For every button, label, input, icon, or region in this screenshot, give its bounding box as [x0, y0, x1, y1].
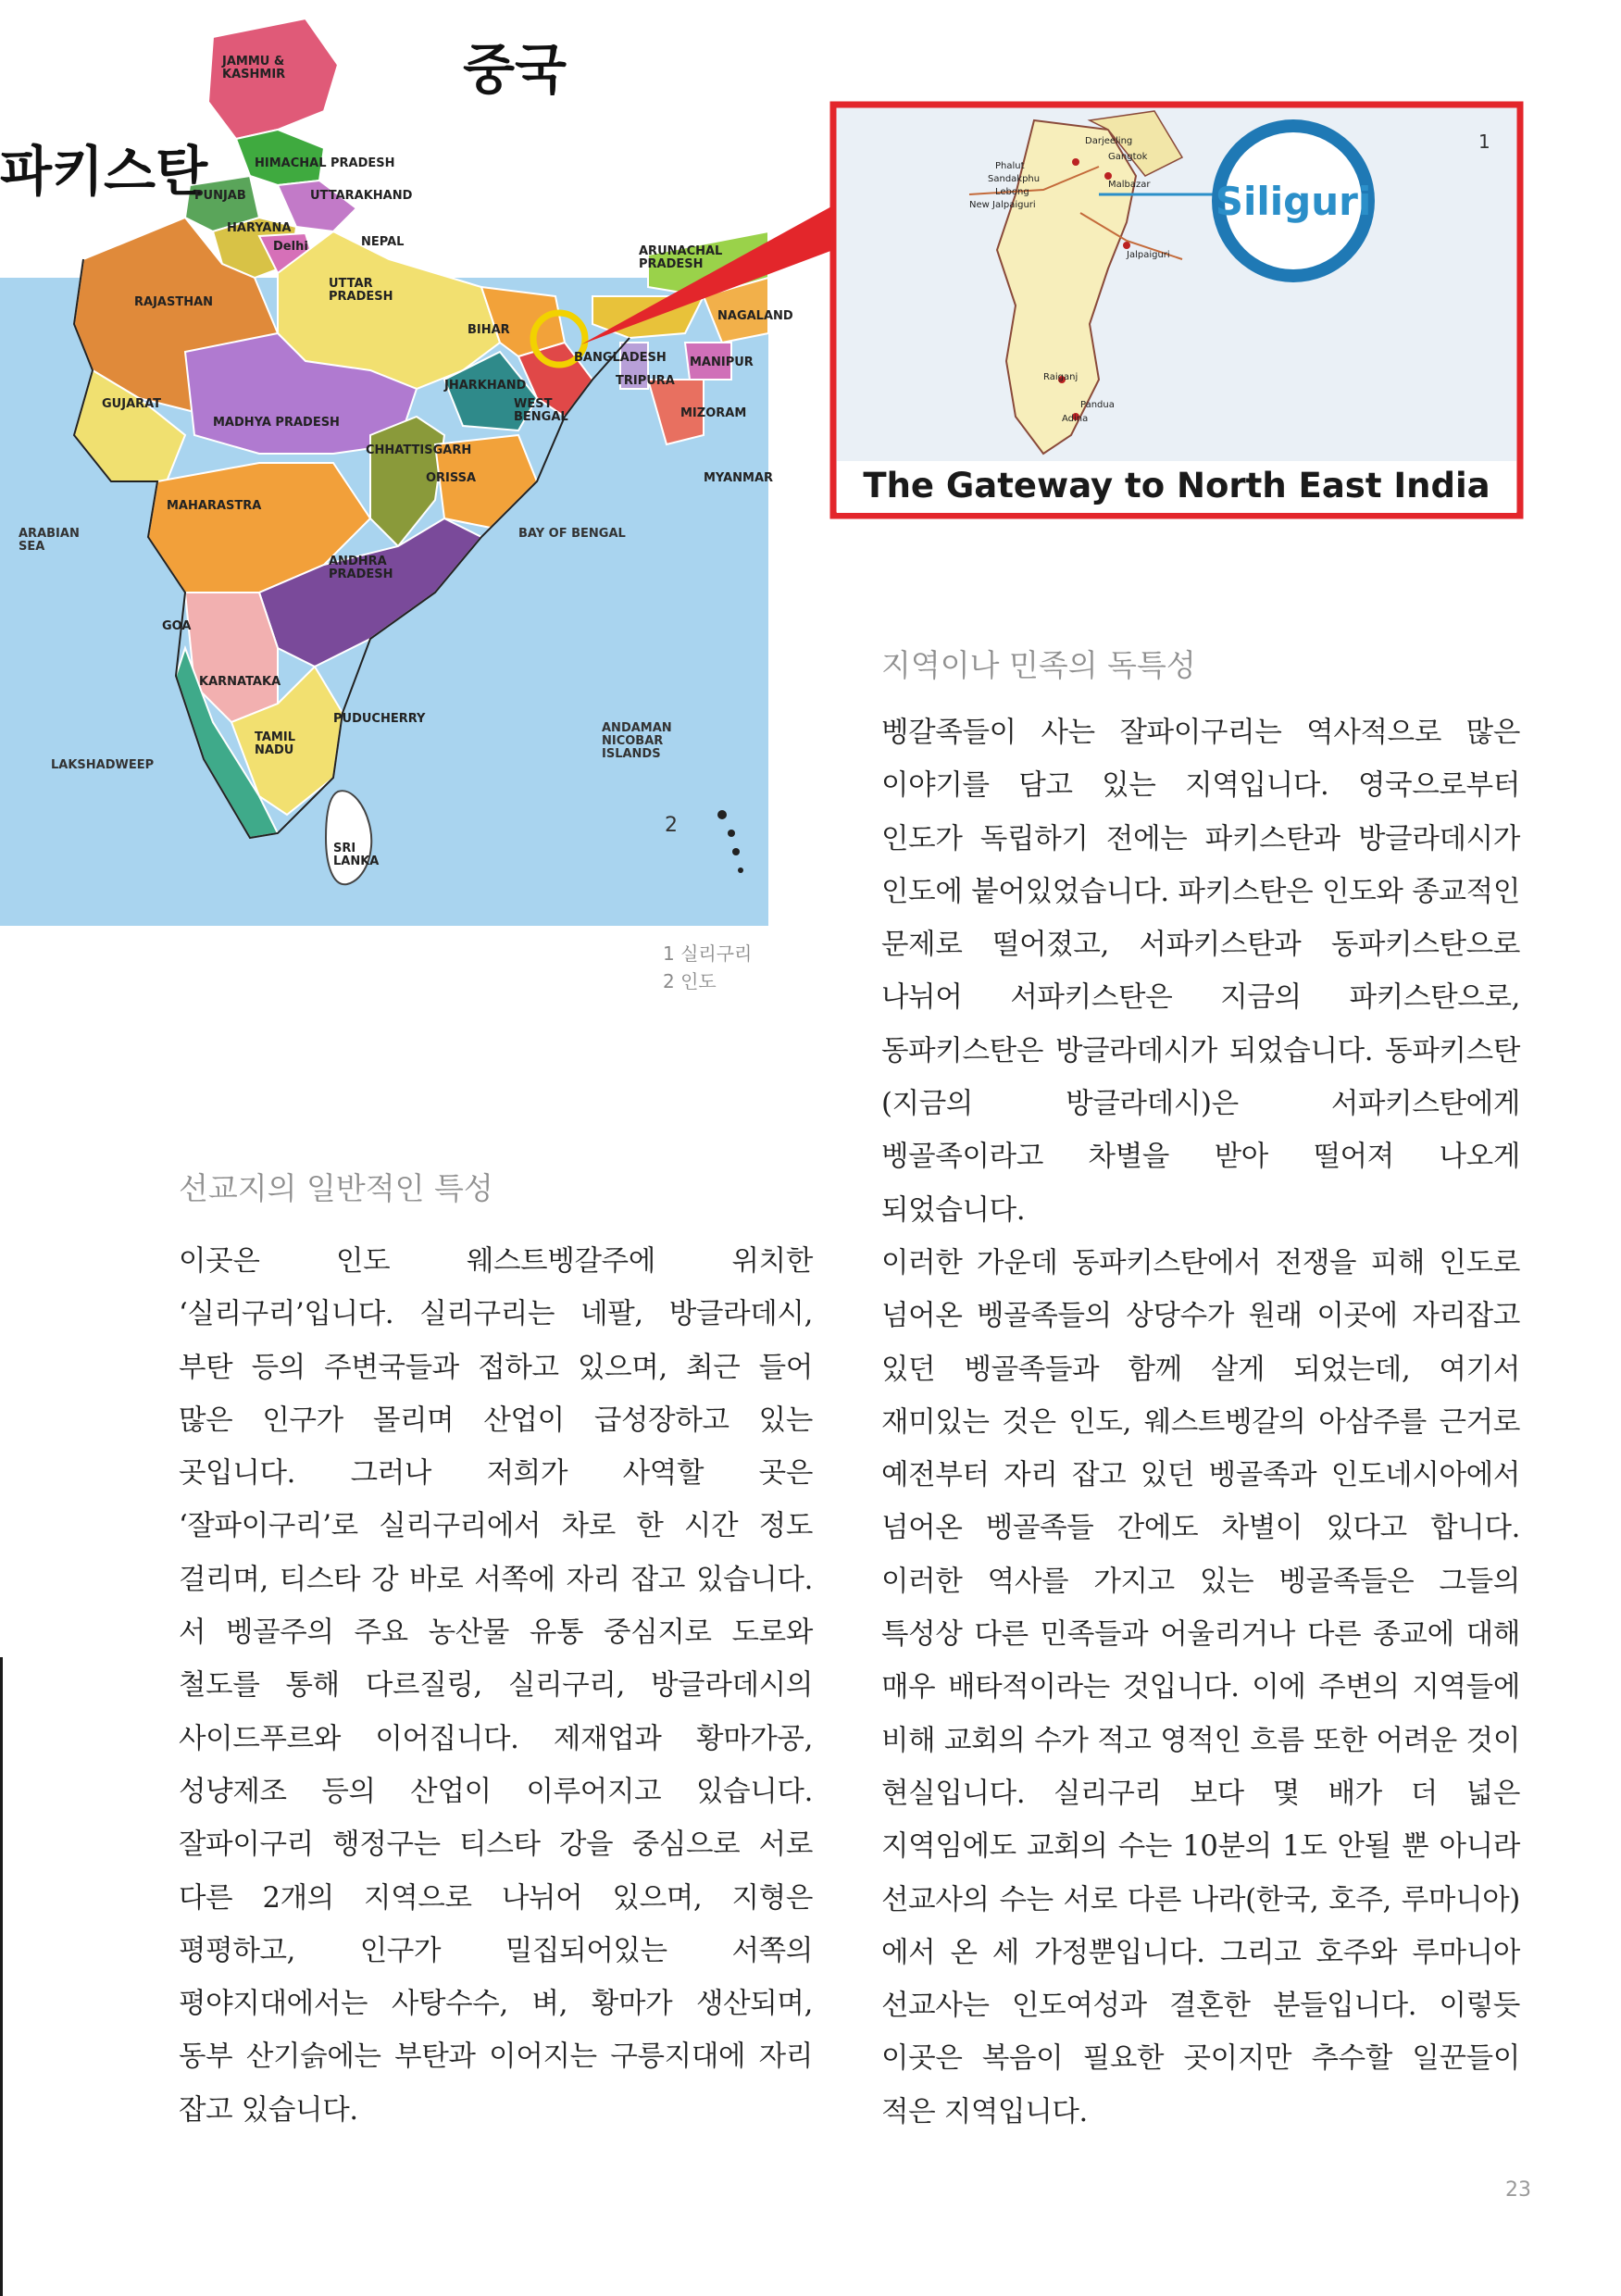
map-marker-number: 2: [665, 814, 678, 837]
left-paragraph-1: 이곳은 인도 웨스트벵갈주에 위치한 ‘실리구리’입니다. 실리구리는 네팔, 방글라데시, 부탄 등의 주변국들과 접하고 있으며, 최근 들어 많은 인구가 몰리며 산업이 급성장하고 있는 곳입니다. 그러나 저희가 사역할 곳은 ‘잘파이구리’로 실리구리에서 차로 한 시간 정도 걸리며, 티스타 강 바로 서쪽에 자리 잡고 있습니다. 서 벵골주의 주요 농산물 유통 중심지로 도로와 철도를 통해 다르질링, 실리구리, 방글라데시의 사이드푸르와 이어집니다. 제재업과 황마가공, 성냥제조 등의 산업이 이루어지고 있습니다. 잘파이구리 행정구는 티스타 강을 중심으로 서로 다른 2개의 지역으로 나뉘어 있으며, 지형은 평평하고, 인구가 밀집되어있는 서쪽의 평야지대에서는 사탕수수, 벼, 황마가 생산되며, 동부 산기슭에는 부탄과 이어지는 구릉지대에 자리 잡고 있습니다.: [179, 1245, 813, 2127]
inset-town-label: Gangtok: [1108, 152, 1148, 162]
caption-1: 1 실리구리: [663, 942, 753, 965]
map-label: BANGLADESH: [574, 351, 667, 365]
map-label: SRI LANKA: [333, 842, 380, 868]
map-label: UTTARAKHAND: [310, 189, 413, 203]
map-label: HARYANA: [227, 221, 292, 235]
map-label: WEST BENGAL: [514, 397, 568, 424]
map-label: MAHARASTRA: [167, 499, 262, 513]
inset-town-label: Pandua: [1080, 400, 1115, 410]
map-label: TAMIL NADU: [255, 730, 295, 757]
left-section-body: [179, 1235, 813, 2137]
siliguri-callout-label: Siliguri: [1215, 179, 1372, 224]
map-label: LAKSHADWEEP: [51, 758, 155, 772]
map-label: BIHAR: [468, 323, 510, 337]
map-label: MADHYA PRADESH: [213, 416, 340, 430]
page-number: 23: [1505, 2178, 1531, 2202]
figure-captions: [663, 940, 752, 995]
map-label: UTTAR PRADESH: [329, 277, 393, 304]
map-label: ARUNACHAL PRADESH: [639, 244, 723, 271]
map-label: RAJASTHAN: [134, 295, 214, 309]
map-label: ARABIAN SEA: [19, 527, 80, 554]
map-label: KARNATAKA: [199, 675, 281, 689]
inset-town-label: Malbazar: [1108, 180, 1151, 190]
right-paragraph-2: 이러한 가운데 동파키스탄에서 전쟁을 피해 인도로 넘어온 벵골족들의 상당수가 원래 이곳에 자리잡고 있던 벵골족들과 함께 살게 되었는데, 여기서 재미있는 것은 인도, 웨스트벵갈의 아삼주를 근거로 예전부터 자리 잡고 있던 벵골족과 인도네시아에서 넘어온 벵골족들 간에도 차별이 있다고 합니다. 이러한 역사를 가지고 있는 벵골족들은 그들의 특성상 다른 민족들과 어울리거나 다른 종교에 대해 매우 배타적이라는 것입니다. 이에 주변의 지역들에 비해 교회의 수가 적고 영적인 흐름 또한 어려운 것이 현실입니다. 실리구리 보다 몇 배가 더 넓은 지역임에도 교회의 수는 10분의 1도 안될 뿐 아니라 선교사의 수는 서로 다른 나라(한국, 호주, 루마니아)에서 온 세 가정뿐입니다. 그리고 호주와 루마니아 선교사는 인도여성과 결혼한 분들입니다. 이렇듯 이곳은 복음이 필요한 곳이지만 추수할 일꾼들이 적은 지역입니다.: [881, 1246, 1520, 2128]
map-label: TRIPURA: [616, 374, 675, 388]
map-label: NAGALAND: [717, 309, 793, 323]
map-label: MANIPUR: [690, 356, 754, 369]
map-label: Delhi: [273, 240, 308, 254]
map-label: NEPAL: [361, 235, 405, 249]
map-label: HIMACHAL PRADESH: [255, 156, 395, 170]
inset-town-label: Adina: [1062, 414, 1089, 424]
map-label: BAY OF BENGAL: [518, 527, 626, 541]
map-label: JAMMU & KASHMIR: [222, 55, 286, 81]
inset-town-label: Lebong: [995, 187, 1029, 197]
india-map: [0, 0, 793, 926]
caption-2: 2 인도: [663, 970, 717, 992]
inset-town-label: Phalut: [995, 161, 1025, 171]
right-section-body: [881, 706, 1520, 2139]
map-label: ORISSA: [426, 471, 477, 485]
inset-town-label: Raiganj: [1043, 372, 1079, 382]
inset-tagline: The Gateway to North East India: [863, 466, 1490, 505]
inset-town-label: New Jalpaiguri: [969, 200, 1036, 210]
map-label: GOA: [162, 619, 192, 633]
inset-town-label: Sandakphu: [988, 174, 1041, 184]
map-label: MIZORAM: [680, 406, 747, 420]
map-label: ANDHRA PRADESH: [329, 555, 393, 581]
left-section-title: 선교지의 일반적인 특성: [179, 1170, 493, 1206]
page-edge-line: [0, 1657, 3, 2296]
inset-town-label: Darjeeling: [1085, 136, 1133, 146]
china-label: 중국: [463, 38, 567, 101]
map-label: GUJARAT: [102, 397, 162, 411]
inset-town-label: Jalpaiguri: [1127, 250, 1170, 260]
right-paragraph-1: 벵갈족들이 사는 잘파이구리는 역사적으로 많은 이야기를 담고 있는 지역입니다. 영국으로부터 인도가 독립하기 전에는 파키스탄과 방글라데시가 인도에 붙어있었습니다. 파키스탄은 인도와 종교적인 문제로 떨어졌고, 서파키스탄과 동파키스탄으로 나뉘어 서파키스탄은 지금의 파키스탄으로, 동파키스탄은 방글라데시가 되었습니다. 동파키스탄(지금의 방글라데시)은 서파키스탄에게 벵골족이라고 차별을 받아 떨어져 나오게 되었습니다.: [881, 717, 1520, 1227]
siliguri-inset-map: [830, 102, 1523, 518]
map-label: MYANMAR: [704, 471, 774, 485]
map-label: JHARKHAND: [444, 379, 527, 393]
map-label: CHHATTISGARH: [366, 443, 472, 457]
map-label: PUDUCHERRY: [333, 712, 426, 726]
pakistan-label: 파키스탄: [0, 140, 208, 203]
inset-marker-number: 1: [1478, 131, 1490, 153]
map-label: ANDAMAN NICOBAR ISLANDS: [602, 721, 672, 761]
map-label: PUNJAB: [194, 189, 246, 203]
right-section-title: 지역이나 민족의 독특성: [881, 647, 1196, 683]
